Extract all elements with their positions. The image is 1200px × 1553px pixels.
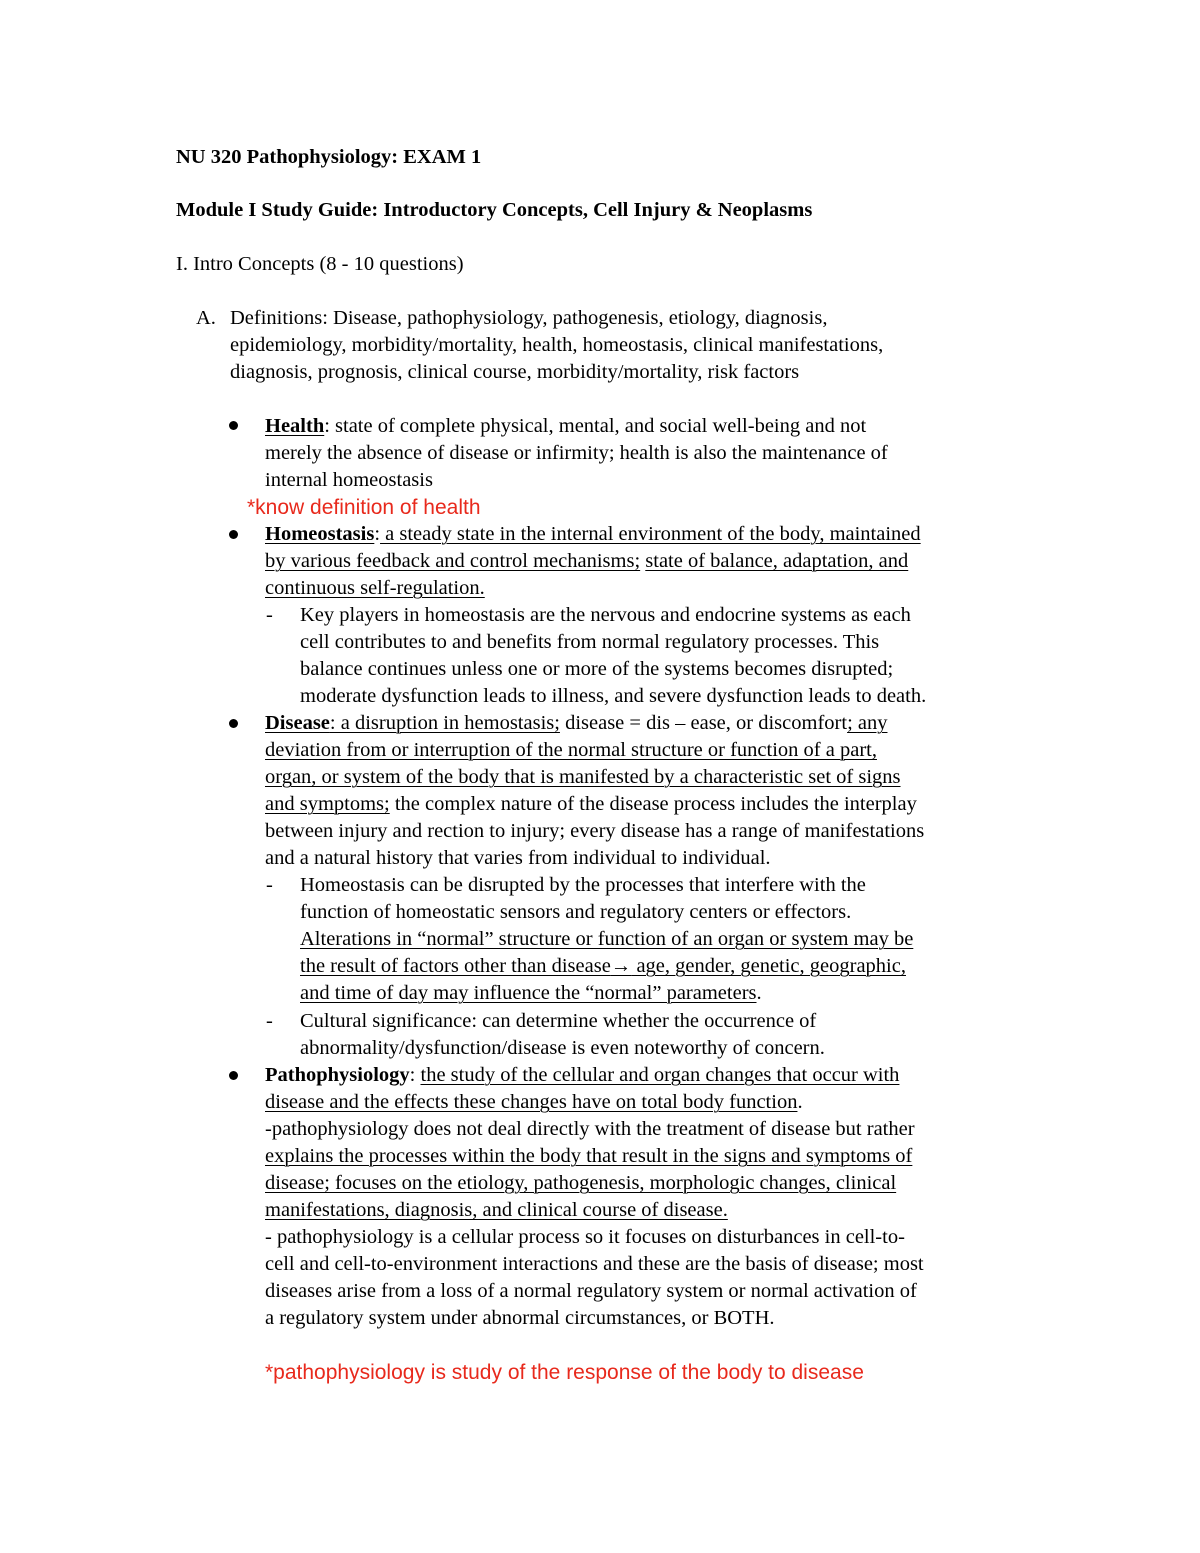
homeostasis-sub-line-3: balance continues unless one or more of the systems becomes disrupted; bbox=[300, 658, 894, 680]
health-term: Health bbox=[265, 415, 325, 437]
arrow-right-icon: → bbox=[610, 955, 632, 977]
homeostasis-sub-line-4: moderate dysfunction leads to illness, and severe dysfunction leads to death. bbox=[300, 685, 927, 707]
dash-marker: - bbox=[266, 874, 273, 896]
homeostasis-colon: : bbox=[374, 523, 381, 545]
document-subtitle: Module I Study Guide: Introductory Concepts, Cell Injury & Neoplasms bbox=[176, 199, 813, 221]
pathophysiology-line-6: manifestations, diagnosis, and clinical course of disease. bbox=[265, 1199, 728, 1221]
pathophysiology-line-10: a regulatory system under abnormal circumstances, or BOTH. bbox=[265, 1307, 775, 1329]
pathophysiology-definition-line-2 bbox=[265, 1089, 803, 1116]
pathophysiology-line-5: disease; focuses on the etiology, pathogenesis, morphologic changes, clinical bbox=[265, 1172, 897, 1194]
homeostasis-line-2-part-b: state of balance, adaptation, and bbox=[645, 550, 909, 572]
pathophysiology-line-4: explains the processes within the body that result in the signs and symptoms of bbox=[265, 1145, 913, 1167]
health-definition-line-1 bbox=[265, 413, 866, 440]
homeostasis-definition-line-3: continuous self-regulation. bbox=[265, 577, 485, 599]
pathophysiology-line-1-text: the study of the cellular and organ changes that occur with bbox=[420, 1064, 900, 1086]
disease-sub-1-line-4 bbox=[300, 953, 906, 980]
disease-sub-1-line-5 bbox=[300, 980, 762, 1007]
health-line-1-text: : state of complete physical, mental, and social well-being and not bbox=[324, 415, 867, 437]
disease-sub-1-line-2: function of homeostatic sensors and regulatory centers or effectors. bbox=[300, 901, 852, 923]
homeostasis-line-1-text: a steady state in the internal environment of the body, maintained bbox=[380, 523, 921, 545]
outline-marker-a: A. bbox=[196, 307, 216, 329]
homeostasis-term: Homeostasis bbox=[265, 523, 375, 545]
pathophysiology-line-2-text: disease and the effects these changes have on total body function bbox=[265, 1091, 798, 1113]
bullet-icon bbox=[229, 1071, 238, 1080]
disease-line-1-part-b: disease = dis – ease, or discomfort bbox=[559, 712, 848, 734]
pathophysiology-line-2-end: . bbox=[797, 1091, 803, 1113]
disease-definition-line-3: organ, or system of the body that is manifested by a characteristic set of signs bbox=[265, 766, 901, 788]
disease-definition-line-1 bbox=[265, 710, 887, 737]
disease-definition-line-4 bbox=[265, 791, 917, 818]
health-note: *know definition of health bbox=[247, 496, 481, 519]
disease-sub-1-line-4-part-a: the result of factors other than disease bbox=[300, 955, 611, 977]
disease-sub-1-line-1: Homeostasis can be disrupted by the processes that interfere with the bbox=[300, 874, 866, 896]
disease-sub-1-line-4-part-b: age, gender, genetic, geographic, bbox=[631, 955, 906, 977]
pathophysiology-term: Pathophysiology bbox=[265, 1064, 410, 1086]
disease-sub-1-line-3: Alterations in “normal” structure or function of an organ or system may be bbox=[300, 928, 914, 950]
homeostasis-definition-line-2 bbox=[265, 548, 908, 575]
pathophysiology-note: *pathophysiology is study of the response of the body to disease bbox=[265, 1361, 864, 1384]
document-title: NU 320 Pathophysiology: EXAM 1 bbox=[176, 146, 482, 168]
dash-marker: - bbox=[266, 604, 273, 626]
dash-marker: - bbox=[266, 1010, 273, 1032]
homeostasis-sub-line-1: Key players in homeostasis are the nervous and endocrine systems as each bbox=[300, 604, 911, 626]
definitions-line-3: diagnosis, prognosis, clinical course, morbidity/mortality, risk factors bbox=[230, 361, 800, 383]
homeostasis-sub-line-2: cell contributes to and benefits from normal regulatory processes. This bbox=[300, 631, 880, 653]
bullet-icon bbox=[229, 421, 238, 430]
disease-term: Disease bbox=[265, 712, 330, 734]
disease-sub-2-line-2: abnormality/dysfunction/disease is even noteworthy of concern. bbox=[300, 1037, 825, 1059]
bullet-icon bbox=[229, 530, 238, 539]
pathophysiology-line-3: -pathophysiology does not deal directly with the treatment of disease but rather bbox=[265, 1118, 915, 1140]
disease-definition-line-5: between injury and rection to injury; every disease has a range of manifestations bbox=[265, 820, 925, 842]
disease-definition-line-6: and a natural history that varies from individual to individual. bbox=[265, 847, 771, 869]
health-definition-line-2: merely the absence of disease or infirmity; health is also the maintenance of bbox=[265, 442, 888, 464]
disease-sub-1-line-5-end: . bbox=[756, 982, 762, 1004]
pathophysiology-definition-line-1 bbox=[265, 1062, 899, 1089]
pathophysiology-colon: : bbox=[409, 1064, 421, 1086]
homeostasis-line-2-part-a: by various feedback and control mechanisms; bbox=[265, 550, 641, 572]
pathophysiology-line-8: cell and cell-to-environment interactions and these are the basis of disease; most bbox=[265, 1253, 924, 1275]
health-definition-line-3: internal homeostasis bbox=[265, 469, 433, 491]
pathophysiology-line-9: diseases arise from a loss of a normal regulatory system or normal activation of bbox=[265, 1280, 917, 1302]
disease-line-1-part-c: ; any bbox=[847, 712, 888, 734]
disease-line-1-part-a: : a disruption in hemostasis; bbox=[329, 712, 560, 734]
disease-line-4-part-b: the complex nature of the disease process includes the interplay bbox=[389, 793, 917, 815]
definitions-line-1: Definitions: Disease, pathophysiology, pathogenesis, etiology, diagnosis, bbox=[230, 307, 828, 329]
disease-sub-2-line-1: Cultural significance: can determine whether the occurrence of bbox=[300, 1010, 817, 1032]
disease-line-4-part-a: and symptoms; bbox=[265, 793, 390, 815]
homeostasis-definition-line-1 bbox=[265, 521, 921, 548]
disease-definition-line-2: deviation from or interruption of the normal structure or function of a part, bbox=[265, 739, 877, 761]
definitions-line-2: epidemiology, morbidity/mortality, health, homeostasis, clinical manifestations, bbox=[230, 334, 884, 356]
disease-sub-1-line-5-text: and time of day may influence the “normal” parameters bbox=[300, 982, 757, 1004]
section-heading: I. Intro Concepts (8 - 10 questions) bbox=[176, 253, 464, 275]
pathophysiology-line-7: - pathophysiology is a cellular process so it focuses on disturbances in cell-to- bbox=[265, 1226, 905, 1248]
bullet-icon bbox=[229, 719, 238, 728]
